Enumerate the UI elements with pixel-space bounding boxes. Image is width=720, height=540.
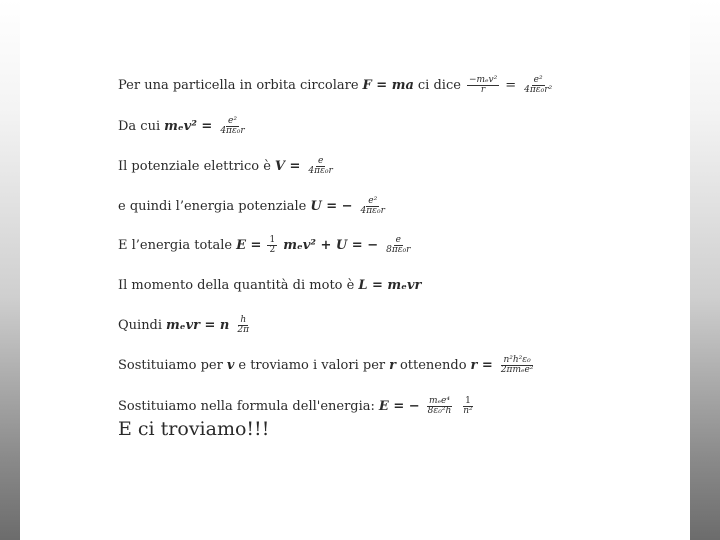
numerator: e² [368,196,378,206]
denominator: 8ε₀²h [427,406,452,417]
text: e troviamo i valori per [238,358,386,374]
numerator: 1 [269,235,276,245]
formula: U = − [310,199,353,215]
formula: E = − [378,399,420,415]
text: ci dice [417,78,461,94]
text: Quindi [118,318,163,334]
line-potential-energy [118,197,389,217]
fraction [384,236,412,256]
text: ottenendo [399,358,467,374]
fraction [467,76,499,96]
denominator: 4πε₀r² [524,85,553,96]
line-quantization [118,316,253,336]
formula: F = ma [362,78,414,94]
denominator: 2π [237,325,250,336]
line-total-energy [118,236,414,256]
text: Il momento della quantità di moto è [118,278,355,293]
line-da-cui [118,117,249,137]
numerator: −mₑv² [468,75,498,85]
numerator: e² [533,75,543,85]
numerator: e [317,156,324,166]
denominator: 2πmₑe² [500,365,534,376]
fraction [306,157,334,177]
denominator: 4πε₀r [360,206,385,217]
formula: L = mₑvr [358,278,422,293]
numerator: 1 [465,396,471,406]
text: Sostituiamo per [118,358,223,374]
line-circular-orbit [118,76,556,96]
numerator: h [240,315,247,325]
formula: mₑv² + U = − [283,238,379,254]
formula: E = [236,238,262,254]
text: Da cui [118,119,161,135]
fraction [359,197,387,217]
text: Per una particella in orbita circolare [118,78,359,94]
fraction [235,316,251,336]
formula: V = [274,159,301,175]
text: Il potenziale elettrico è [118,159,271,175]
numerator: e [395,235,401,245]
denominator: r [480,85,486,96]
denominator: 2 [269,245,276,256]
fraction-half [267,236,277,256]
line-potential [118,157,337,177]
equals: = [505,78,517,94]
fraction [426,397,454,417]
formula: mₑvr = n [166,318,230,334]
fraction [461,397,474,417]
formula: mₑv² = [164,119,213,135]
text: e quindi l’energia potenziale [118,199,307,215]
text: E l’energia totale [118,238,233,254]
numerator: e² [228,116,237,126]
closing-line: E ci troviamo!!! [118,418,270,440]
symbol-r: r [389,358,396,374]
fraction [522,76,554,96]
denominator: 8πε₀r [386,245,411,256]
denominator: 4πε₀r [220,126,245,137]
line-angular-momentum [118,278,421,293]
symbol-v: v [226,358,235,374]
line-radius [118,356,537,376]
denominator: 4πε₀r [308,166,333,177]
numerator: mₑe⁴ [428,396,450,406]
denominator: n² [463,406,473,417]
text: Sostituiamo nella formula dell'energia: [118,399,375,415]
line-energy-formula [118,397,477,417]
fraction [499,356,536,376]
formula: r = [470,358,493,374]
slide-page [20,0,690,540]
numerator: n²h²ε₀ [503,355,531,365]
fraction [218,117,246,137]
